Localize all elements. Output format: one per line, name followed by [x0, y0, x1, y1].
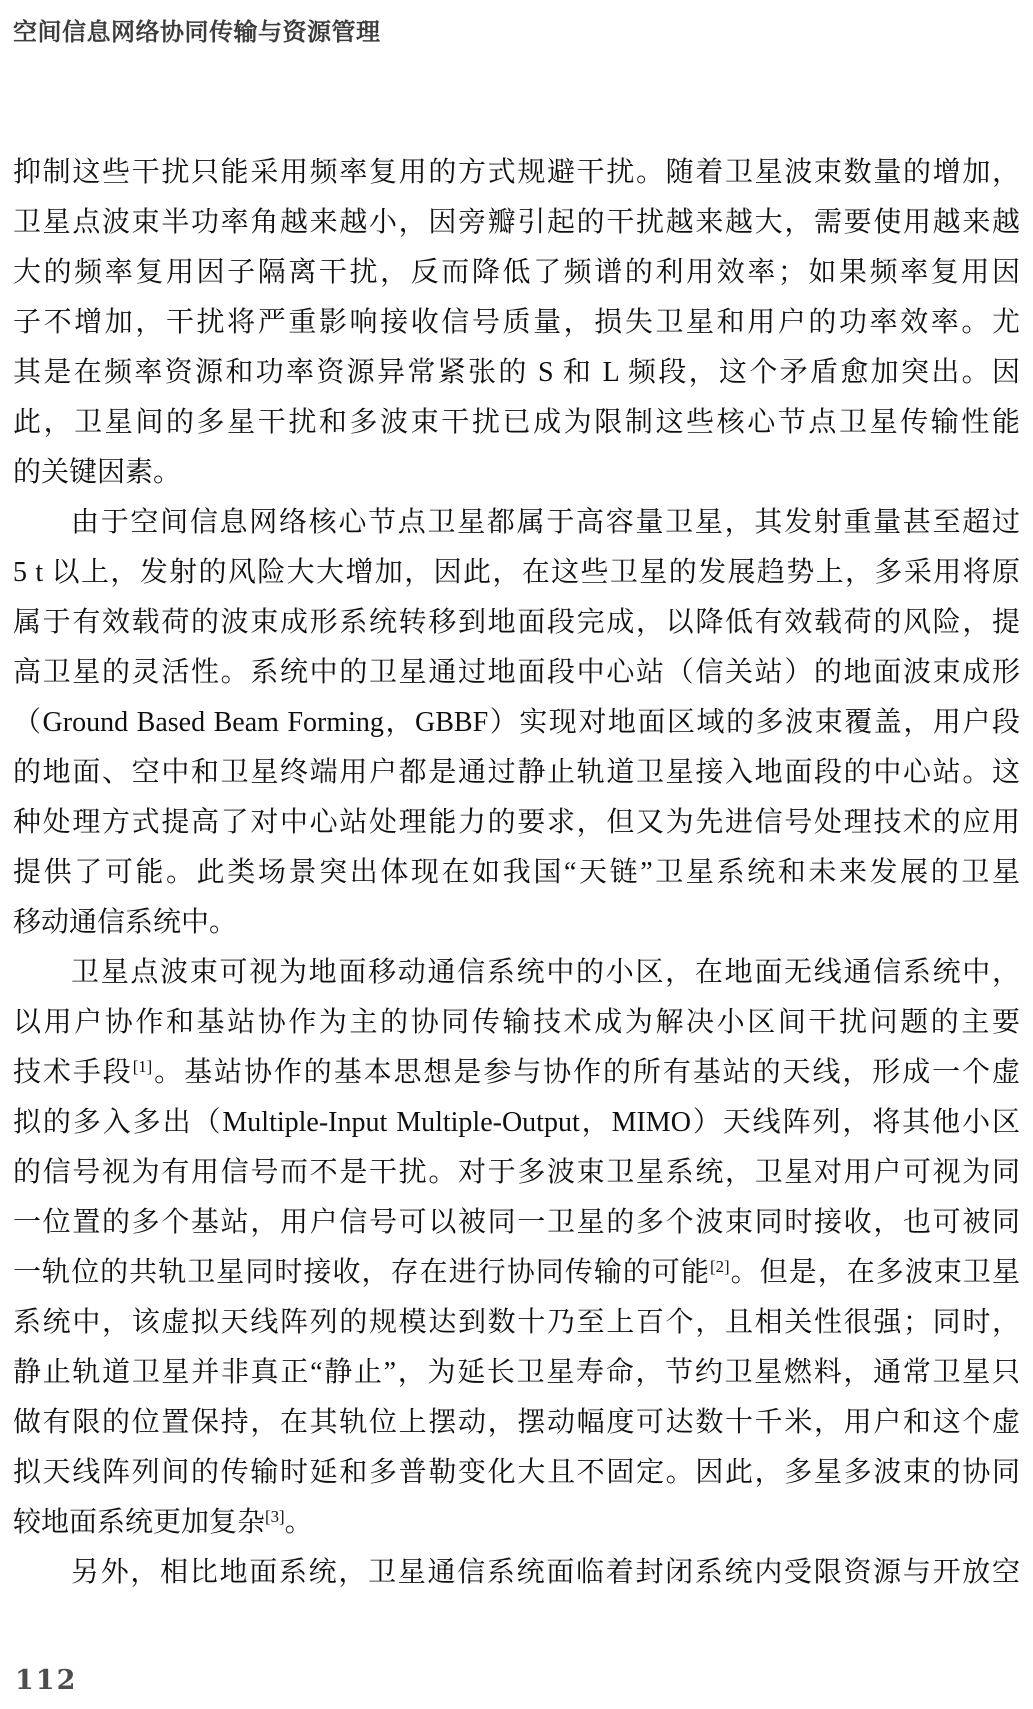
text-line: [13, 748, 1020, 798]
text-run: 5 t 以上，发射的风险大大增加，因此，在这些卫星的发展趋势上，多采用将原: [13, 557, 1020, 588]
text-run: 。但是，在多波束卫星: [729, 1257, 1020, 1288]
text-line: [13, 1548, 1020, 1598]
text-run: 拟的多入多出（Multiple-Input Multiple-Output，MIMO）天线阵列，将其他小区: [13, 1107, 1020, 1138]
text-run: 卫星点波束半功率角越来越小，因旁瓣引起的干扰越来越大，需要使用越来越: [13, 207, 1020, 238]
citation-reference: [1]: [132, 1057, 153, 1076]
text-run: 系统中，该虚拟天线阵列的规模达到数十乃至上百个，且相关性很强；同时，: [13, 1307, 1020, 1338]
text-line: [13, 548, 1020, 598]
text-run: 提供了可能。此类场景突出体现在如我国“天链”卫星系统和未来发展的卫星: [13, 857, 1020, 888]
text-line: [13, 1448, 1020, 1498]
text-run: 移动通信系统中。: [13, 907, 238, 938]
text-line: [13, 298, 1020, 348]
text-line: [13, 848, 1020, 898]
text-line: [13, 498, 1020, 548]
text-run: 卫星点波束可视为地面移动通信系统中的小区，在地面无线通信系统中，: [71, 957, 1020, 988]
text-line: [13, 1298, 1020, 1348]
text-line: [13, 1148, 1020, 1198]
text-run: 另外，相比地面系统，卫星通信系统面临着封闭系统内受限资源与开放空: [71, 1557, 1020, 1588]
text-run: 以用户协作和基站协作为主的协同传输技术成为解决小区间干扰问题的主要: [13, 1007, 1020, 1038]
text-run: 此，卫星间的多星干扰和多波束干扰已成为限制这些核心节点卫星传输性能: [13, 407, 1020, 438]
text-run: 大的频率复用因子隔离干扰，反而降低了频谱的利用效率；如果频率复用因: [13, 257, 1020, 288]
text-line: [13, 1248, 1020, 1298]
text-line: [13, 148, 1020, 198]
text-run: 一轨位的共轨卫星同时接收，存在进行协同传输的可能: [13, 1257, 710, 1288]
text-run: 种处理方式提高了对中心站处理能力的要求，但又为先进信号处理技术的应用: [13, 807, 1020, 838]
page-number: 112: [15, 1665, 78, 1696]
text-run: 做有限的位置保持，在其轨位上摆动，摆动幅度可达数十千米，用户和这个虚: [13, 1407, 1020, 1438]
text-line: [13, 448, 1020, 498]
text-run: 由于空间信息网络核心节点卫星都属于高容量卫星，其发射重量甚至超过: [71, 507, 1020, 538]
text-line: [13, 948, 1020, 998]
text-line: [13, 898, 1020, 948]
text-line: [13, 348, 1020, 398]
text-run: 拟天线阵列间的传输时延和多普勒变化大且不固定。因此，多星多波束的协同: [13, 1457, 1020, 1488]
text-line: [13, 1048, 1020, 1098]
text-line: [13, 1398, 1020, 1448]
text-line: [13, 998, 1020, 1048]
text-run: 较地面系统更加复杂: [13, 1507, 266, 1538]
text-line: [13, 1498, 1020, 1548]
citation-reference: [3]: [265, 1507, 285, 1526]
text-line: [13, 248, 1020, 298]
text-line: [13, 1348, 1020, 1398]
text-line: [13, 648, 1020, 698]
text-run: 。基站协作的基本思想是参与协作的所有基站的天线，形成一个虚: [152, 1057, 1020, 1088]
text-run: 属于有效载荷的波束成形系统转移到地面段完成，以降低有效载荷的风险，提: [13, 607, 1020, 638]
text-run: 高卫星的灵活性。系统中的卫星通过地面段中心站（信关站）的地面波束成形: [13, 657, 1020, 688]
text-line: [13, 1098, 1020, 1148]
text-run: 抑制这些干扰只能采用频率复用的方式规避干扰。随着卫星波束数量的增加，: [13, 157, 1020, 188]
text-run: 。: [284, 1507, 313, 1538]
body-text: [13, 148, 1020, 1598]
text-line: [13, 598, 1020, 648]
citation-reference: [2]: [709, 1257, 730, 1276]
running-header: 空间信息网络协同传输与资源管理: [13, 19, 381, 46]
text-run: 的关键因素。: [13, 457, 182, 488]
text-line: [13, 1198, 1020, 1248]
text-run: 技术手段: [13, 1057, 133, 1088]
text-line: [13, 798, 1020, 848]
text-run: 的信号视为有用信号而不是干扰。对于多波束卫星系统，卫星对用户可视为同: [13, 1157, 1020, 1188]
text-line: [13, 398, 1020, 448]
text-run: 其是在频率资源和功率资源异常紧张的 S 和 L 频段，这个矛盾愈加突出。因: [13, 357, 1020, 388]
text-line: [13, 198, 1020, 248]
text-line: [13, 698, 1020, 748]
text-run: 一位置的多个基站，用户信号可以被同一卫星的多个波束同时接收，也可被同: [13, 1207, 1020, 1238]
text-run: 的地面、空中和卫星终端用户都是通过静止轨道卫星接入地面段的中心站。这: [13, 757, 1020, 788]
text-run: 子不增加，干扰将严重影响接收信号质量，损失卫星和用户的功率效率。尤: [13, 307, 1020, 338]
text-run: 静止轨道卫星并非真正“静止”，为延长卫星寿命，节约卫星燃料，通常卫星只: [13, 1357, 1020, 1388]
text-run: （Ground Based Beam Forming，GBBF）实现对地面区域的多波束覆盖，用户段: [13, 707, 1020, 738]
